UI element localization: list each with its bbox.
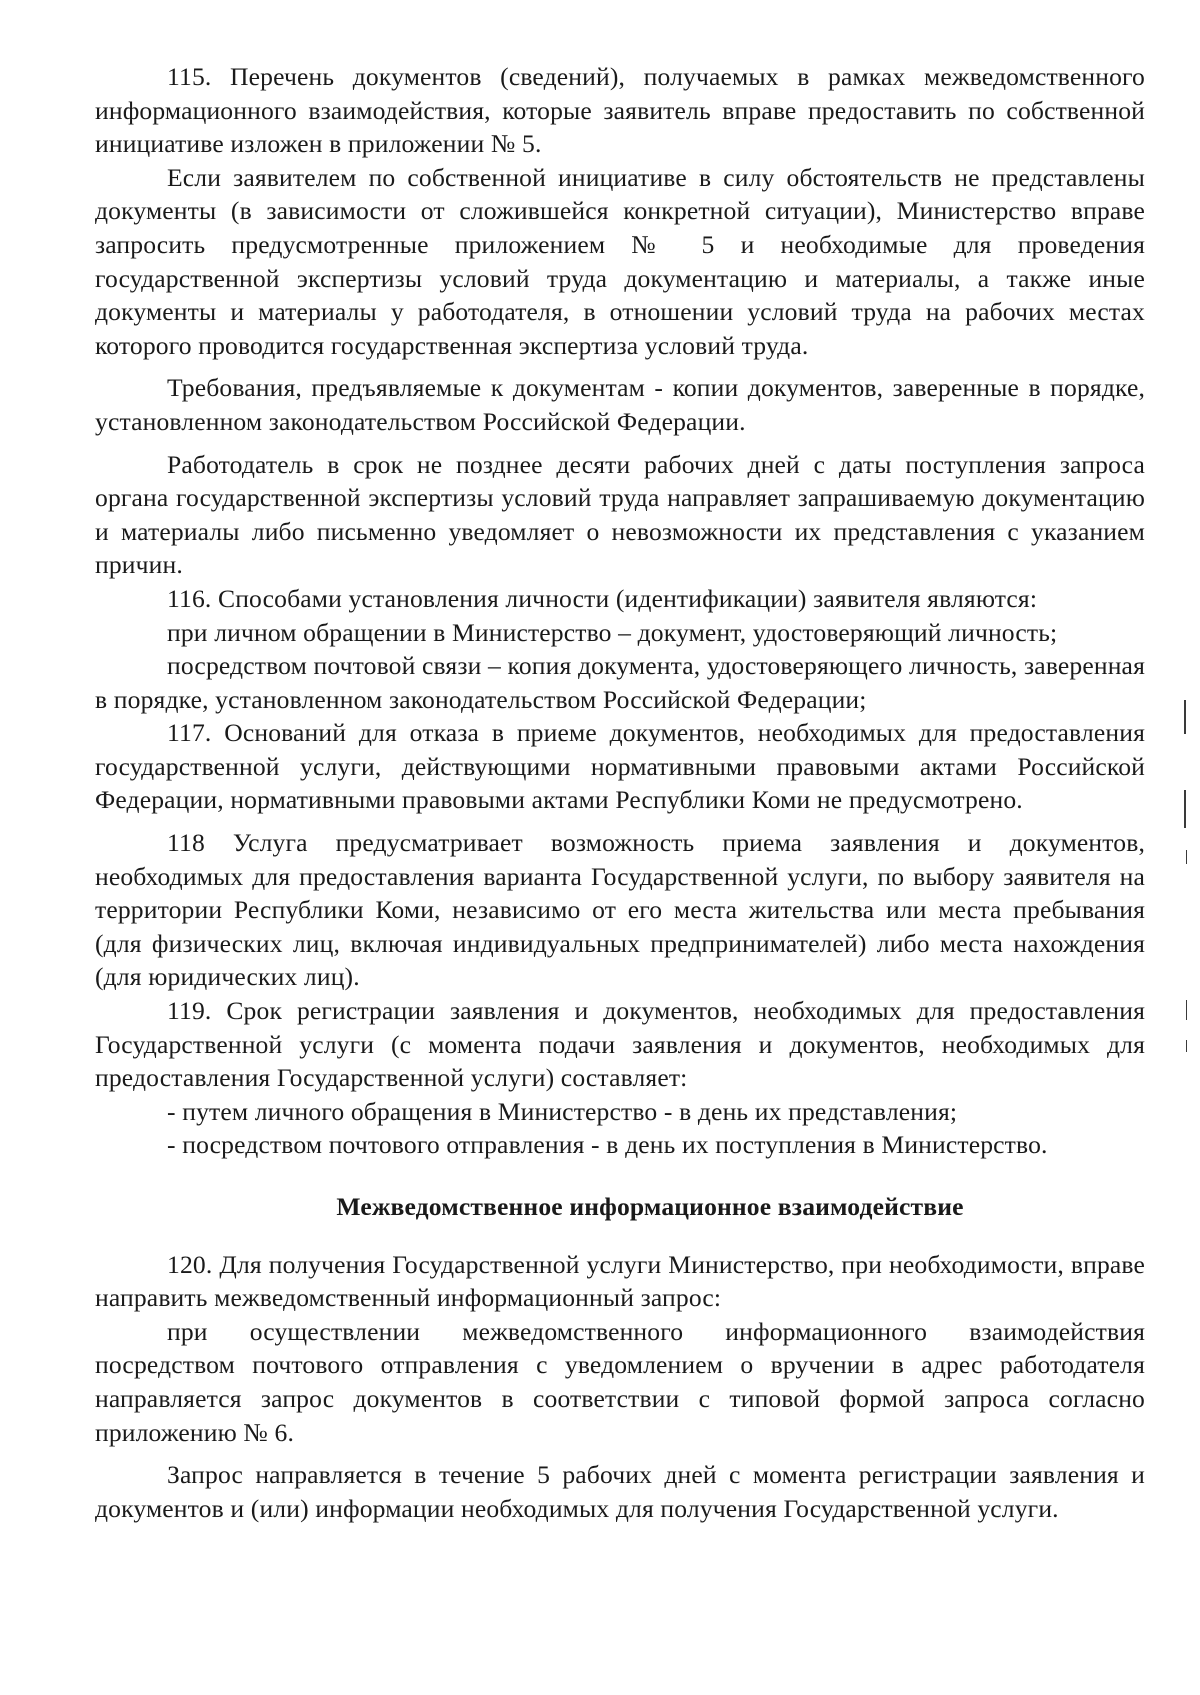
paragraph-request-timing: Запрос направляется в течение 5 рабочих дней с момента регистрации заявления и документов и (или) информации необходимых для получения Государственной услуги. xyxy=(95,1460,1145,1523)
document-page xyxy=(95,60,1145,1525)
scan-mark xyxy=(1184,700,1186,734)
paragraph-120: 120. Для получения Государственной услуги Министерство, при необходимости, вправе направить межведомственный информационный запрос: xyxy=(95,1249,1145,1313)
scan-mark xyxy=(1184,790,1186,828)
paragraph-116: 116. Способами установления личности (идентификации) заявителя являются: xyxy=(167,583,1038,613)
paragraph-120-postal: при осуществлении межведомственного информационного взаимодействия посредством почтового отправления с уведомлением о вручении в адрес работодателя направляется запрос документов в соответствии с типовой формой запроса согласно приложению № 6. xyxy=(95,1316,1145,1447)
bullet-personal-visit: - путем личного обращения в Министерство - в день их представления; xyxy=(167,1096,958,1126)
scan-mark xyxy=(1186,1040,1187,1052)
paragraph-116-postal: посредством почтовой связи – копия документа, удостоверяющего личность, заверенная в порядке, установленном законодательством Российской Федерации; xyxy=(95,651,1145,714)
paragraph-116-personal: при личном обращении в Министерство – документ, удостоверяющий личность; xyxy=(167,617,1058,647)
paragraph-requirements: Требования, предъявляемые к документам - копии документов, заверенные в порядке, установленном законодательством Российской Федерации. xyxy=(95,373,1145,436)
paragraph-118: 118 Услуга предусматривает возможность приема заявления и документов, необходимых для предоставления варианта Государственной услуги, по выбору заявителя на территории Республики Коми, независимо от его места жительства или места пребывания (для физических лиц, включая индивидуальных предпринимателей) либо места нахождения (для юридических лиц). xyxy=(95,828,1145,992)
scan-mark xyxy=(1186,850,1187,864)
paragraph-117: 117. Оснований для отказа в приеме документов, необходимых для предоставления государственной услуги, действующими нормативными правовыми актами Российской Федерации, нормативными правовыми актами Республики Коми не предусмотрено. xyxy=(95,718,1145,815)
scan-mark xyxy=(1186,1000,1187,1020)
paragraph-employer: Работодатель в срок не позднее десяти рабочих дней с даты поступления запроса органа государственной экспертизы условий труда направляет запрашиваемую документацию и материалы либо письменно уведомляет о невозможности их представления с указанием причин. xyxy=(95,449,1145,580)
bullet-postal: - посредством почтового отправления - в день их поступления в Министерство. xyxy=(167,1130,1048,1160)
paragraph-119: 119. Срок регистрации заявления и документов, необходимых для предоставления Государственной услуги (с момента подачи заявления и документов, необходимых для предоставления Государственной услуги) составляет: xyxy=(95,996,1145,1093)
paragraph-115: 115. Перечень документов (сведений), получаемых в рамках межведомственного информационного взаимодействия, которые заявитель вправе предоставить по собственной инициативе изложен в приложении № 5. xyxy=(95,62,1145,159)
section-heading: Межведомственное информационное взаимодействие xyxy=(336,1192,964,1221)
paragraph-115-initiative: Если заявителем по собственной инициативе в силу обстоятельств не представлены документы (в зависимости от сложившейся конкретной ситуации), Министерство вправе запросить предусмотренные приложением № 5 и необходимые для проведения государственной экспертизы условий труда документацию и материалы, а также иные документы и материалы у работодателя, в отношении условий труда на рабочих местах которого проводится государственная экспертиза условий труда. xyxy=(95,162,1145,360)
